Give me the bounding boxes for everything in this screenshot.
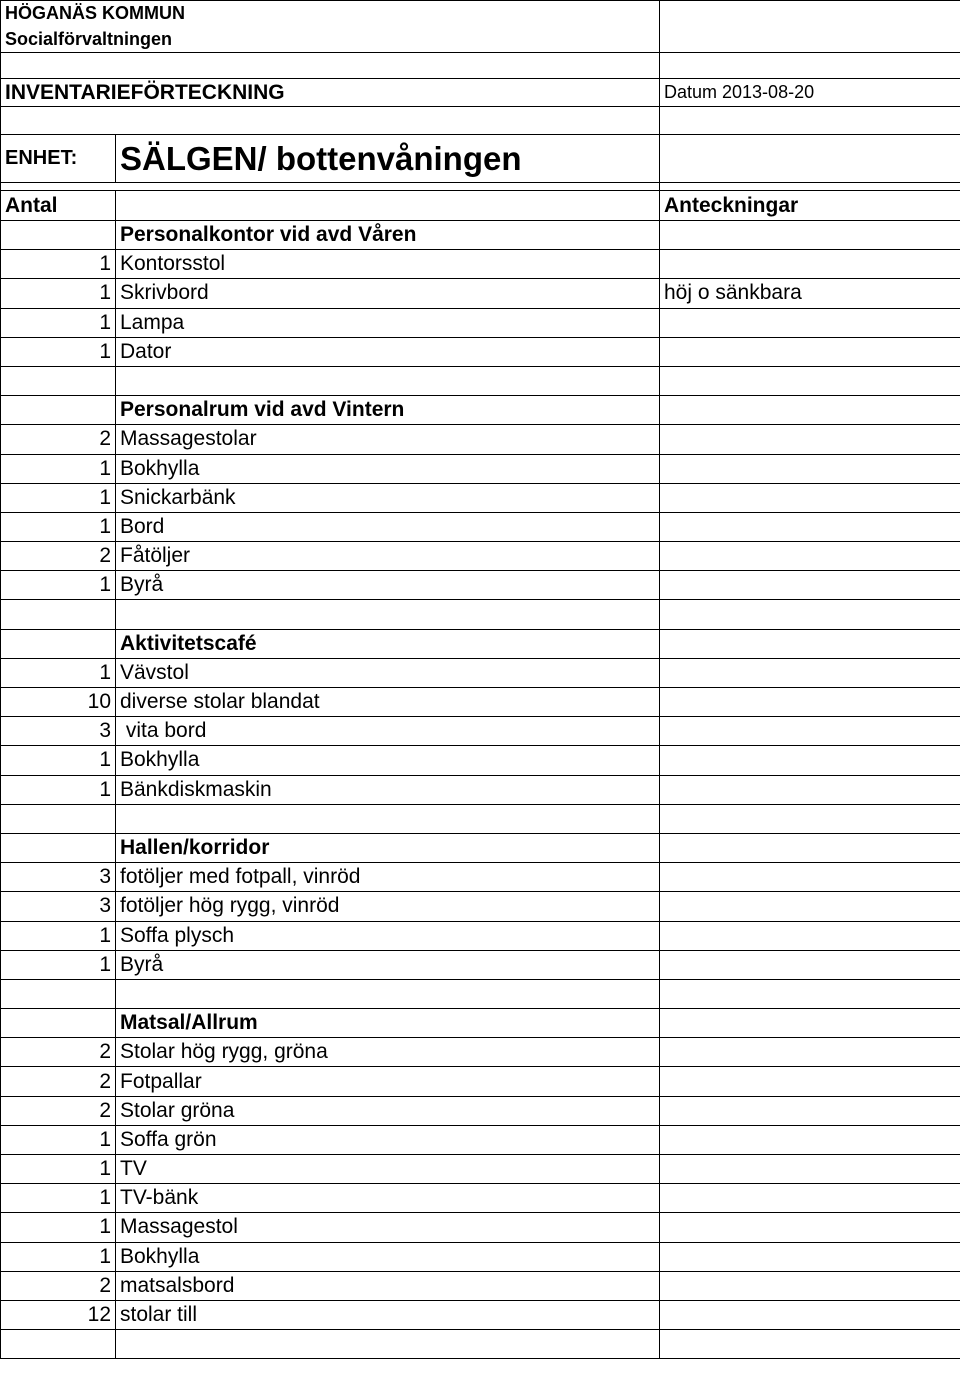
note-cell <box>660 1038 960 1067</box>
section-title: Personalkontor vid avd Våren <box>116 221 660 250</box>
note-cell <box>660 483 960 512</box>
item-row <box>1 1300 960 1329</box>
note-cell <box>660 512 960 541</box>
note-cell <box>660 921 960 950</box>
qty-cell: 1 <box>1 308 116 337</box>
qty-cell: 1 <box>1 1125 116 1154</box>
note-cell <box>660 1096 960 1125</box>
item-row <box>1 1096 960 1125</box>
item-row <box>1 454 960 483</box>
item-name-cell <box>116 979 660 1008</box>
item-name-cell: TV <box>116 1155 660 1184</box>
qty-cell: 3 <box>1 717 116 746</box>
note-cell <box>660 950 960 979</box>
qty-cell: 10 <box>1 688 116 717</box>
section-row <box>1 1009 960 1038</box>
qty-cell: 3 <box>1 863 116 892</box>
item-row <box>1 1271 960 1300</box>
qty-cell <box>1 979 116 1008</box>
note-cell <box>660 337 960 366</box>
item-name-cell: Bänkdiskmaskin <box>116 775 660 804</box>
item-name-cell: stolar till <box>116 1300 660 1329</box>
note-cell <box>660 892 960 921</box>
section-title: Matsal/Allrum <box>116 1009 660 1038</box>
notes-column-header: Anteckningar <box>660 191 960 221</box>
item-name-cell: Massagestol <box>116 1213 660 1242</box>
item-name-cell: fotöljer med fotpall, vinröd <box>116 863 660 892</box>
note-cell <box>660 863 960 892</box>
note-cell <box>660 1271 960 1300</box>
blank-row <box>1 804 960 833</box>
unit-row <box>1 135 960 183</box>
blank-row <box>1 979 960 1008</box>
note-cell <box>660 542 960 571</box>
document-date: Datum 2013-08-20 <box>660 79 960 107</box>
qty-cell: 1 <box>1 921 116 950</box>
item-row <box>1 1125 960 1154</box>
note-cell <box>660 658 960 687</box>
item-row <box>1 746 960 775</box>
note-cell <box>660 425 960 454</box>
item-name-cell: Lampa <box>116 308 660 337</box>
qty-cell: 1 <box>1 1213 116 1242</box>
item-name-cell: Stolar gröna <box>116 1096 660 1125</box>
note-cell <box>660 396 960 425</box>
note-cell <box>660 1067 960 1096</box>
header-row-org <box>1 1 960 27</box>
item-row <box>1 425 960 454</box>
item-name-cell: Stolar hög rygg, gröna <box>116 1038 660 1067</box>
spacer-row <box>1 107 960 135</box>
item-row <box>1 512 960 541</box>
item-name-cell <box>116 600 660 629</box>
qty-cell: 2 <box>1 425 116 454</box>
item-name-cell: Byrå <box>116 950 660 979</box>
header-row-dept <box>1 27 960 53</box>
item-row <box>1 1067 960 1096</box>
spacer-row <box>1 183 960 191</box>
note-cell <box>660 1330 960 1359</box>
note-cell <box>660 454 960 483</box>
note-cell <box>660 833 960 862</box>
item-row <box>1 250 960 279</box>
note-cell <box>660 571 960 600</box>
item-row <box>1 1242 960 1271</box>
item-name-cell: Bokhylla <box>116 454 660 483</box>
note-cell <box>660 1213 960 1242</box>
section-row <box>1 221 960 250</box>
qty-cell: 2 <box>1 1067 116 1096</box>
item-name-cell <box>116 366 660 395</box>
qty-cell: 1 <box>1 512 116 541</box>
item-name-cell <box>116 1330 660 1359</box>
item-row <box>1 337 960 366</box>
blank-row <box>1 366 960 395</box>
note-cell <box>660 775 960 804</box>
qty-cell: 2 <box>1 1271 116 1300</box>
item-name-cell: matsalsbord <box>116 1271 660 1300</box>
item-name-cell: Bokhylla <box>116 746 660 775</box>
section-row <box>1 833 960 862</box>
item-row <box>1 717 960 746</box>
item-name-cell: diverse stolar blandat <box>116 688 660 717</box>
note-cell <box>660 804 960 833</box>
item-row <box>1 775 960 804</box>
item-name-cell: Byrå <box>116 571 660 600</box>
qty-cell: 1 <box>1 571 116 600</box>
qty-cell: 1 <box>1 746 116 775</box>
item-row <box>1 483 960 512</box>
note-cell <box>660 717 960 746</box>
item-name-cell: Vävstol <box>116 658 660 687</box>
item-row <box>1 308 960 337</box>
qty-cell <box>1 221 116 250</box>
qty-cell: 2 <box>1 542 116 571</box>
qty-cell <box>1 366 116 395</box>
qty-cell: 1 <box>1 1184 116 1213</box>
section-title: Hallen/korridor <box>116 833 660 862</box>
org-name: HÖGANÄS KOMMUN <box>1 1 660 27</box>
unit-name: SÄLGEN/ bottenvåningen <box>116 135 660 183</box>
unit-label: ENHET: <box>1 135 116 183</box>
document-title: INVENTARIEFÖRTECKNING <box>1 79 660 107</box>
item-row <box>1 1038 960 1067</box>
item-name-cell: Snickarbänk <box>116 483 660 512</box>
qty-cell: 1 <box>1 454 116 483</box>
qty-cell: 1 <box>1 950 116 979</box>
spacer-row <box>1 53 960 79</box>
note-cell <box>660 600 960 629</box>
item-name-cell: vita bord <box>116 717 660 746</box>
qty-cell <box>1 600 116 629</box>
note-cell <box>660 1300 960 1329</box>
qty-cell: 1 <box>1 483 116 512</box>
qty-cell: 1 <box>1 279 116 308</box>
item-name-cell: Fåtöljer <box>116 542 660 571</box>
note-cell <box>660 1125 960 1154</box>
item-row <box>1 279 960 308</box>
item-row <box>1 688 960 717</box>
qty-cell: 1 <box>1 1155 116 1184</box>
item-name-cell: Soffa plysch <box>116 921 660 950</box>
blank-row <box>1 600 960 629</box>
item-name-cell: TV-bänk <box>116 1184 660 1213</box>
note-cell <box>660 688 960 717</box>
section-row <box>1 629 960 658</box>
note-cell <box>660 1009 960 1038</box>
note-cell <box>660 1242 960 1271</box>
item-name-cell: Skrivbord <box>116 279 660 308</box>
section-title: Aktivitetscafé <box>116 629 660 658</box>
note-cell <box>660 1155 960 1184</box>
item-name-cell: Kontorsstol <box>116 250 660 279</box>
qty-cell: 1 <box>1 337 116 366</box>
section-title: Personalrum vid avd Vintern <box>116 396 660 425</box>
note-cell <box>660 250 960 279</box>
item-name-cell <box>116 804 660 833</box>
note-cell <box>660 746 960 775</box>
column-header-row <box>1 191 960 221</box>
item-row <box>1 542 960 571</box>
item-name-cell: fotöljer hög rygg, vinröd <box>116 892 660 921</box>
item-name-cell: Bokhylla <box>116 1242 660 1271</box>
qty-cell: 1 <box>1 658 116 687</box>
note-cell <box>660 366 960 395</box>
note-cell <box>660 629 960 658</box>
item-row <box>1 1213 960 1242</box>
item-name-cell: Fotpallar <box>116 1067 660 1096</box>
department-name: Socialförvaltningen <box>1 27 660 53</box>
section-row <box>1 396 960 425</box>
item-row <box>1 658 960 687</box>
qty-cell: 1 <box>1 775 116 804</box>
qty-cell <box>1 804 116 833</box>
blank-row <box>1 1330 960 1359</box>
item-row <box>1 950 960 979</box>
item-name-cell: Massagestolar <box>116 425 660 454</box>
item-row <box>1 1184 960 1213</box>
note-cell <box>660 1184 960 1213</box>
item-row <box>1 921 960 950</box>
qty-column-header: Antal <box>1 191 116 221</box>
item-row <box>1 892 960 921</box>
note-cell: höj o sänkbara <box>660 279 960 308</box>
qty-cell: 1 <box>1 250 116 279</box>
item-name-cell: Dator <box>116 337 660 366</box>
qty-cell: 2 <box>1 1038 116 1067</box>
item-row <box>1 863 960 892</box>
item-name-cell: Soffa grön <box>116 1125 660 1154</box>
qty-cell <box>1 1330 116 1359</box>
item-row <box>1 1155 960 1184</box>
qty-cell <box>1 1009 116 1038</box>
note-cell <box>660 308 960 337</box>
qty-cell: 1 <box>1 1242 116 1271</box>
item-name-cell: Bord <box>116 512 660 541</box>
qty-cell: 2 <box>1 1096 116 1125</box>
qty-cell: 12 <box>1 1300 116 1329</box>
qty-cell <box>1 629 116 658</box>
qty-cell <box>1 833 116 862</box>
title-row <box>1 79 960 107</box>
note-cell <box>660 979 960 1008</box>
item-row <box>1 571 960 600</box>
qty-cell <box>1 396 116 425</box>
qty-cell: 3 <box>1 892 116 921</box>
note-cell <box>660 221 960 250</box>
